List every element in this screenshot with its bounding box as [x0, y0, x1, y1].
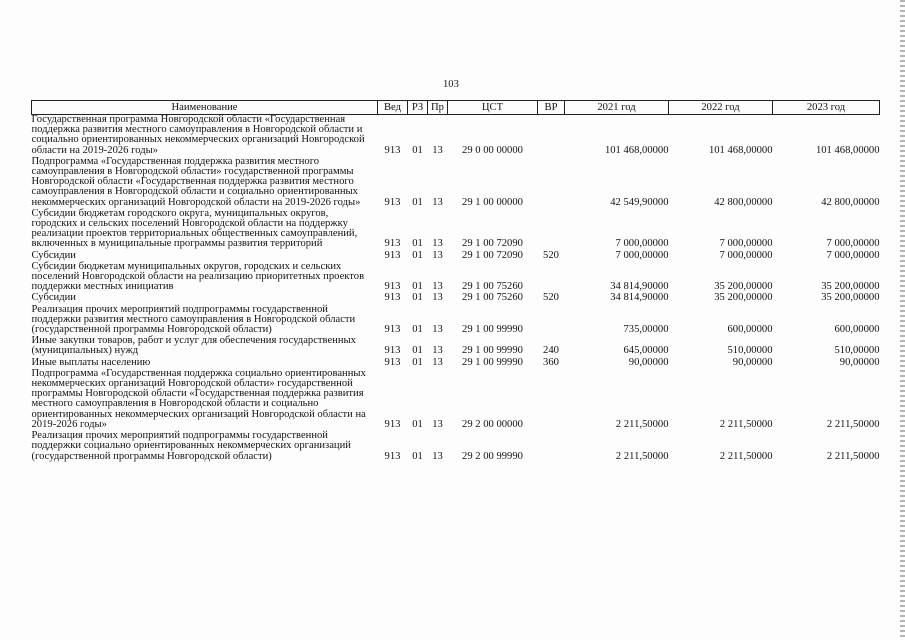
row-value-2021: 735,00000	[623, 324, 669, 336]
row-name: Субсидии бюджетам городского округа, муниципальных округов, городских и сельских поселений Новгородской области на поддержку реализации проектов территориальных общественных самоуправлений, включенных в муниципальные программы развития территорий	[31, 207, 358, 250]
row-pr: 13	[432, 281, 443, 293]
row-vr: 520	[543, 249, 559, 261]
row-name: Реализация прочих мероприятий подпрограммы государственной поддержки развития местного самоуправления в Новгородской области (государственной программы Новгородской области)	[31, 303, 356, 336]
row-vr	[538, 262, 565, 294]
row-vr: 240	[543, 345, 559, 357]
table-row	[32, 262, 880, 294]
row-name: Иные выплаты населению	[31, 356, 151, 368]
row-pr: 13	[432, 144, 443, 156]
row-rz: 01	[412, 144, 423, 156]
row-value-2023: 2 211,50000	[826, 450, 880, 462]
row-name: Иные закупки товаров, работ и услуг для обеспечения государственных (муниципальных) нужд	[31, 335, 356, 357]
row-value-2023: 35 200,00000	[821, 292, 880, 304]
row-name: Реализация прочих мероприятий подпрограммы государственной поддержки социально ориентированных некоммерческих организаций (государственной программы Новгородской области)	[31, 430, 351, 462]
row-pr: 13	[432, 238, 443, 250]
row-rz: 01	[412, 345, 423, 357]
row-value-2022: 600,00000	[727, 324, 773, 336]
row-pr: 13	[432, 196, 443, 208]
table-row	[32, 431, 880, 463]
row-ved: 913	[384, 249, 401, 261]
row-name: Подпрограмма «Государственная поддержка развития местного самоуправления в Новгородской области» государственной программы Новгородской области «Государственная поддержка развития местного самоуправления в Новгородской области и социально ориентированных некоммерческих организаций Новгородской области на 2019-2026 годы»	[31, 155, 361, 208]
row-ved: 913	[384, 356, 401, 368]
row-cst: 29 1 00 72090	[462, 238, 523, 250]
row-vr	[538, 157, 565, 209]
table-row	[32, 209, 880, 251]
scan-edge	[900, 0, 905, 640]
row-name: Субсидии	[31, 292, 76, 304]
row-vr	[538, 431, 565, 463]
row-pr: 13	[432, 345, 443, 357]
row-value-2023: 90,00000	[839, 356, 880, 368]
row-value-2021: 645,00000	[623, 345, 669, 357]
row-vr: 520	[543, 292, 559, 304]
row-cst: 29 2 00 99990	[462, 450, 523, 462]
header-2023: 2023 год	[773, 101, 880, 115]
row-ved: 913	[384, 281, 401, 293]
row-value-2023: 2 211,50000	[826, 418, 880, 430]
row-value-2021: 34 814,90000	[610, 292, 669, 304]
table-header-row	[32, 101, 880, 115]
row-vr	[538, 209, 565, 251]
header-2022: 2022 год	[669, 101, 773, 115]
row-value-2021: 34 814,90000	[610, 281, 669, 293]
row-name: Государственная программа Новгородской области «Государственная поддержка развития местного самоуправления в Новгородской области и социально ориентированных некоммерческих организаций Новгородской области на 2019-2026 годы»	[31, 114, 365, 156]
header-name: Наименование	[32, 101, 378, 115]
row-value-2022: 7 000,00000	[719, 249, 773, 261]
row-ved: 913	[384, 144, 401, 156]
row-value-2023: 7 000,00000	[826, 249, 880, 261]
row-value-2021: 101 468,00000	[604, 144, 669, 156]
row-value-2023: 35 200,00000	[821, 281, 880, 293]
row-ved: 913	[384, 324, 401, 336]
row-cst: 29 1 00 75260	[462, 281, 523, 293]
row-value-2023: 7 000,00000	[826, 238, 880, 250]
row-ved: 913	[384, 450, 401, 462]
row-rz: 01	[412, 356, 423, 368]
row-ved: 913	[384, 418, 401, 430]
row-ved: 913	[384, 238, 401, 250]
row-cst: 29 1 00 00000	[462, 196, 523, 208]
row-value-2023: 101 468,00000	[815, 144, 880, 156]
row-pr: 13	[432, 249, 443, 261]
row-vr: 360	[543, 356, 559, 368]
row-cst: 29 1 00 99990	[462, 324, 523, 336]
row-pr: 13	[432, 356, 443, 368]
row-cst: 29 1 00 75260	[462, 292, 523, 304]
header-2021: 2021 год	[565, 101, 669, 115]
budget-table	[31, 100, 880, 463]
row-name: Субсидии	[31, 249, 76, 261]
header-cst: ЦСТ	[448, 101, 538, 115]
table-row	[32, 369, 880, 431]
row-value-2022: 2 211,50000	[719, 418, 773, 430]
row-value-2023: 510,00000	[834, 345, 880, 357]
row-rz: 01	[412, 418, 423, 430]
row-name: Субсидии бюджетам муниципальных округов, городских и сельских поселений Новгородской области на реализацию приоритетных проектов поддержки местных инициатив	[31, 260, 365, 293]
row-ved: 913	[384, 292, 401, 304]
row-ved: 913	[384, 196, 401, 208]
row-value-2022: 35 200,00000	[714, 281, 773, 293]
row-value-2021: 7 000,00000	[615, 249, 669, 261]
row-pr: 13	[432, 450, 443, 462]
row-value-2022: 7 000,00000	[719, 238, 773, 250]
table-row	[32, 157, 880, 209]
row-cst: 29 1 00 99990	[462, 345, 523, 357]
row-cst: 29 1 00 99990	[462, 356, 523, 368]
row-value-2022: 90,00000	[732, 356, 773, 368]
row-rz: 01	[412, 281, 423, 293]
row-vr	[538, 115, 565, 157]
row-value-2021: 42 549,90000	[610, 196, 669, 208]
row-pr: 13	[432, 324, 443, 336]
row-value-2021: 90,00000	[628, 356, 669, 368]
row-value-2022: 35 200,00000	[714, 292, 773, 304]
row-name: Подпрограмма «Государственная поддержка социально ориентированных некоммерческих организаций Новгородской области» государственной программы Новгородской области «Государственная поддержка развития местного самоуправления в Новгородской области и социально ориентированных некоммерческих организаций Новгородской области на 2019-2026 годы»	[31, 367, 366, 430]
table-row	[32, 293, 880, 304]
row-rz: 01	[412, 450, 423, 462]
row-vr	[538, 369, 565, 431]
row-pr: 13	[432, 418, 443, 430]
row-value-2022: 101 468,00000	[708, 144, 773, 156]
table-row	[32, 336, 880, 357]
row-cst: 29 1 00 72090	[462, 249, 523, 261]
row-value-2021: 7 000,00000	[615, 238, 669, 250]
row-value-2022: 42 800,00000	[714, 196, 773, 208]
row-value-2022: 510,00000	[727, 345, 773, 357]
row-rz: 01	[412, 292, 423, 304]
table-row	[32, 305, 880, 337]
row-rz: 01	[412, 238, 423, 250]
header-pr: Пр	[428, 101, 448, 115]
header-ved: Вед	[378, 101, 408, 115]
row-pr: 13	[432, 292, 443, 304]
row-rz: 01	[412, 249, 423, 261]
row-vr	[538, 305, 565, 337]
header-rz: РЗ	[408, 101, 428, 115]
row-value-2022: 2 211,50000	[719, 450, 773, 462]
row-value-2023: 600,00000	[834, 324, 880, 336]
row-value-2021: 2 211,50000	[615, 450, 669, 462]
table-row	[32, 115, 880, 157]
page-number: 103	[443, 79, 459, 90]
row-cst: 29 2 00 00000	[462, 418, 523, 430]
row-value-2021: 2 211,50000	[615, 418, 669, 430]
row-rz: 01	[412, 196, 423, 208]
row-ved: 913	[384, 345, 401, 357]
row-cst: 29 0 00 00000	[462, 144, 523, 156]
header-vr: ВР	[538, 101, 565, 115]
row-rz: 01	[412, 324, 423, 336]
row-value-2023: 42 800,00000	[821, 196, 880, 208]
